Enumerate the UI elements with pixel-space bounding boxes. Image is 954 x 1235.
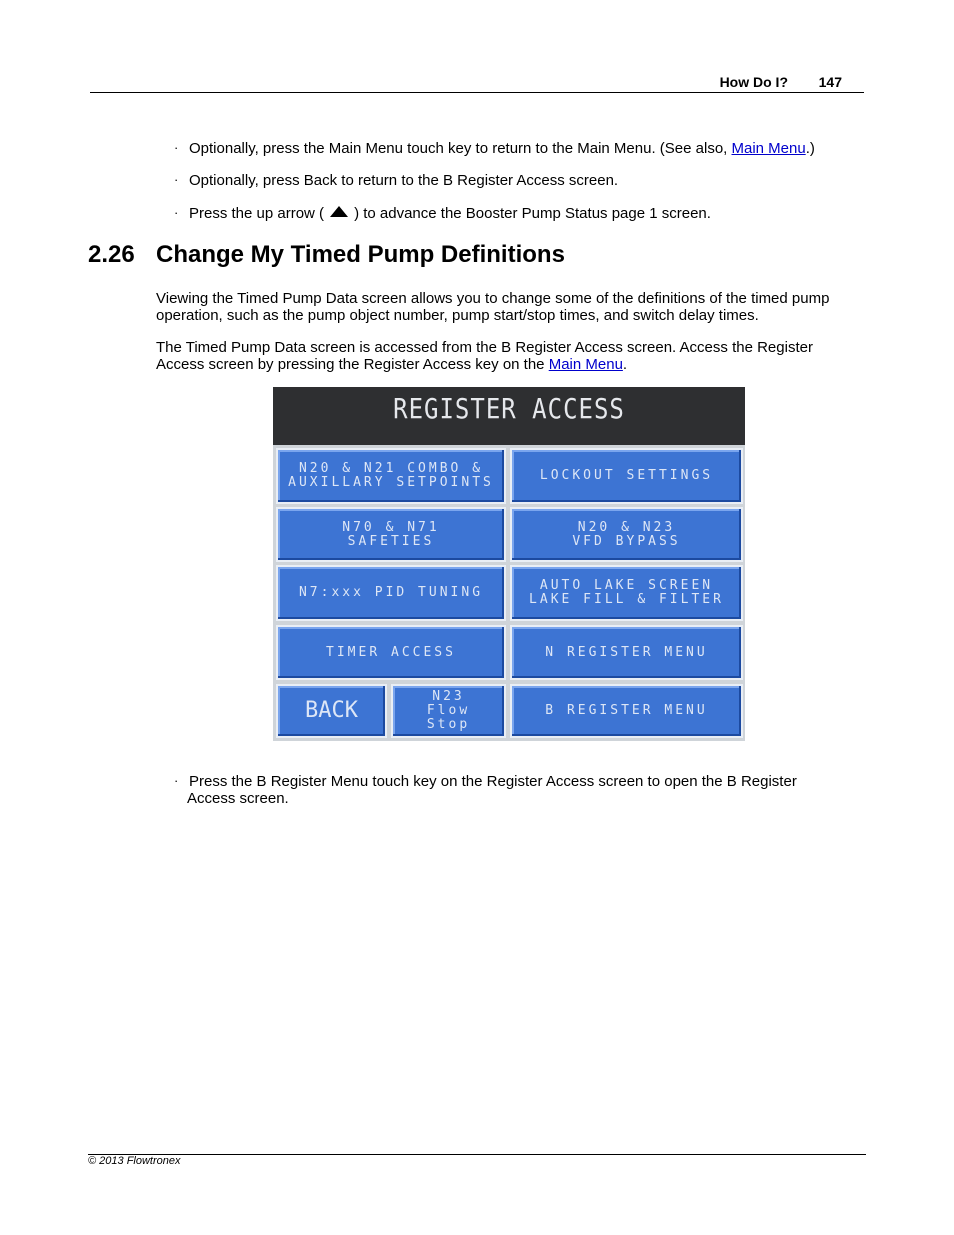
bullet-text-end: ) to advance the Booster Pump Status page 1 screen.	[354, 205, 711, 222]
n20-n21-combo-button[interactable]: N20 & N21 COMBO & AUXILLARY SETPOINTS	[276, 448, 506, 504]
section-title: Change My Timed Pump Definitions	[156, 241, 565, 268]
bullet-marker: ·	[174, 140, 179, 155]
bullet-marker: ·	[174, 205, 179, 220]
bullet-marker: ·	[174, 172, 179, 187]
page-header	[90, 72, 864, 93]
up-arrow-icon	[330, 206, 348, 217]
auto-lake-screen-button[interactable]: AUTO LAKE SCREEN LAKE FILL & FILTER	[510, 565, 743, 621]
timer-access-button[interactable]: TIMER ACCESS	[276, 625, 506, 680]
bullet-text: Optionally, press Back to return to the B Register Access screen.	[189, 172, 619, 189]
footer-divider	[88, 1154, 866, 1155]
section-heading	[88, 241, 565, 269]
footer-copyright: © 2013 Flowtronex	[88, 1155, 181, 1167]
pid-tuning-button[interactable]: N7:xxx PID TUNING	[276, 565, 506, 621]
access-paragraph	[156, 339, 856, 373]
n23-flow-stop-button[interactable]: N23 Flow Stop	[391, 684, 506, 738]
lockout-settings-button[interactable]: LOCKOUT SETTINGS	[510, 448, 743, 504]
bullet-text: Press the B Register Menu touch key on the Register Access screen to open the B Register	[189, 773, 797, 790]
b-register-menu-button[interactable]: B REGISTER MENU	[510, 684, 743, 738]
bullet-text-end: .)	[805, 140, 815, 157]
main-menu-link[interactable]: Main Menu	[731, 140, 806, 157]
screen-title: REGISTER ACCESS	[393, 392, 625, 426]
paragraph-text-end: .	[622, 356, 628, 373]
paragraph-text: The Timed Pump Data screen is accessed from the B Register Access screen. Access the Register Access screen by pressing the Register Access key on the	[156, 339, 813, 373]
bullet-text: Optionally, press the Main Menu touch key to return to the Main Menu. (See also,	[189, 140, 732, 157]
screen-title-bar	[273, 387, 745, 445]
bullet-text: Press the up arrow (	[189, 205, 325, 222]
section-number: 2.26	[88, 241, 135, 268]
bullet-text-continuation: Access screen.	[187, 790, 289, 807]
n20-n23-vfd-bypass-button[interactable]: N20 & N23 VFD BYPASS	[510, 507, 743, 562]
back-button[interactable]: BACK	[276, 684, 387, 738]
intro-paragraph: Viewing the Timed Pump Data screen allows you to change some of the definitions of the timed pump operation, such as the pump object number, pump start/stop times, and switch delay times.	[156, 290, 830, 324]
page-number: 147	[818, 74, 842, 90]
bullet-marker: ·	[174, 773, 179, 788]
n70-n71-safeties-button[interactable]: N70 & N71 SAFETIES	[276, 507, 506, 562]
header-section-title: How Do I?	[719, 74, 788, 90]
main-menu-link[interactable]: Main Menu	[548, 356, 623, 373]
register-access-screen	[273, 387, 745, 741]
n-register-menu-button[interactable]: N REGISTER MENU	[510, 625, 743, 680]
